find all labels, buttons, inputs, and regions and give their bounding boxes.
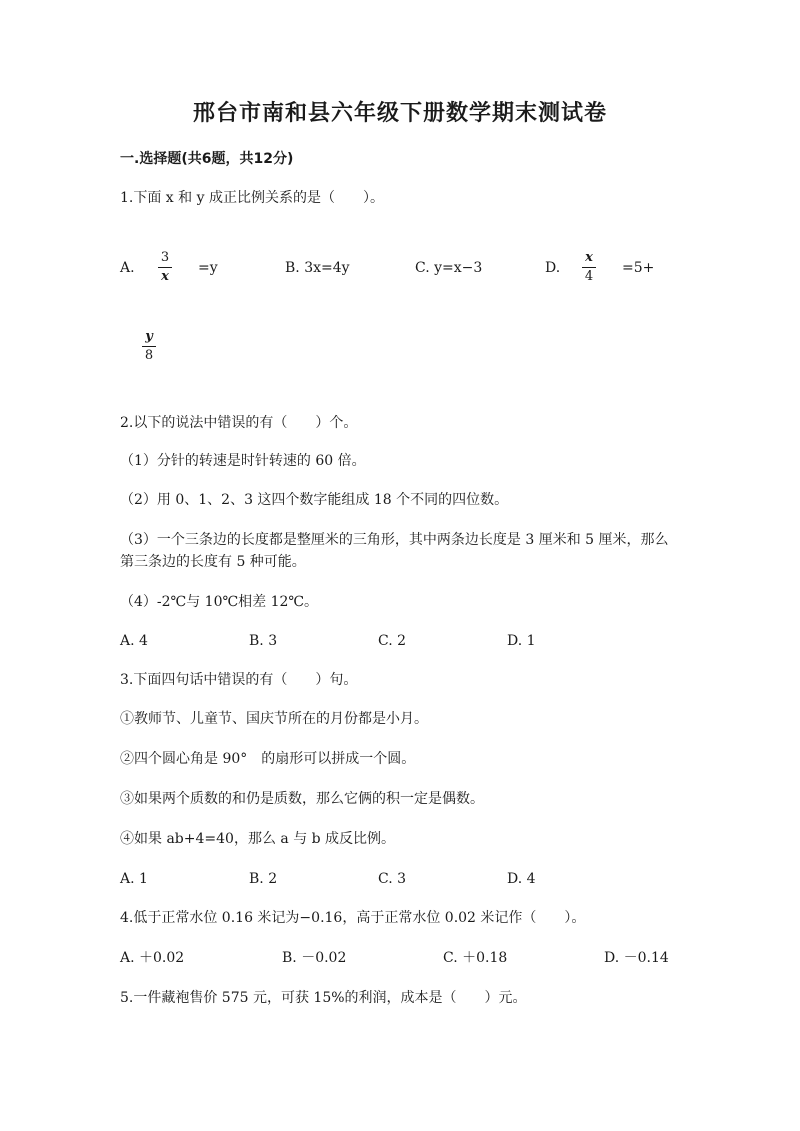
q3-option-b: B. 2: [249, 871, 278, 887]
q1-option-a-rest: =y: [198, 260, 218, 276]
q1-option-d-rest: =5+: [622, 260, 655, 276]
fraction-denominator: 4: [584, 269, 594, 284]
fraction-denominator: x: [161, 269, 169, 284]
q4-option-b: B. －0.02: [282, 950, 347, 966]
q1-option-d-fraction-2: [142, 330, 156, 363]
question-1-stem: 1.下面 x 和 y 成正比例关系的是（ ）。: [120, 190, 384, 206]
q3-option-d: D. 4: [507, 871, 536, 887]
q3-option-c: C. 3: [378, 871, 407, 887]
q2-statement-3: （3）一个三条边的长度都是整厘米的三角形，其中两条边长度是 3 厘米和 5 厘米，那么第三条边的长度有 5 种可能。: [120, 532, 669, 570]
q4-option-a: A. ＋0.02: [120, 950, 185, 966]
question-2-stem: 2.以下的说法中错误的有（ ）个。: [120, 415, 358, 431]
q1-option-b: B. 3x=4y: [285, 260, 350, 276]
q2-statement-2: （2）用 0、1、2、3 这四个数字能组成 18 个不同的四位数。: [120, 492, 509, 508]
fraction-numerator: x: [585, 250, 593, 265]
q3-statement-4: ④如果 ab+4=40，那么 a 与 b 成反比例。: [120, 831, 396, 847]
q1-option-a-label: A.: [120, 260, 135, 276]
q4-option-d: D. －0.14: [604, 950, 669, 966]
question-3-stem: 3.下面四句话中错误的有（ ）句。: [120, 672, 358, 688]
q3-statement-1: ①教师节、儿童节、国庆节所在的月份都是小月。: [120, 711, 428, 727]
section-heading: 一.选择题(共6题，共12分): [120, 151, 294, 167]
page-title: 邢台市南和县六年级下册数学期末测试卷: [192, 101, 607, 126]
q2-option-b: B. 3: [249, 633, 278, 649]
q2-statement-1: （1）分针的转速是时针转速的 60 倍。: [120, 453, 366, 469]
q1-option-d-label: D.: [545, 260, 561, 276]
q1-option-d-fraction: [582, 251, 596, 284]
q2-option-c: C. 2: [378, 633, 407, 649]
q2-option-d: D. 1: [507, 633, 536, 649]
q1-option-a-fraction: [158, 251, 172, 284]
fraction-numerator: y: [145, 329, 153, 344]
fraction-bar: [582, 267, 596, 268]
fraction-bar: [142, 346, 156, 347]
fraction-bar: [158, 267, 172, 268]
q3-statement-3: ③如果两个质数的和仍是质数，那么它俩的积一定是偶数。: [120, 791, 484, 807]
q3-statement-2: ②四个圆心角是 90° 的扇形可以拼成一个圆。: [120, 751, 416, 767]
fraction-denominator: 8: [144, 348, 154, 363]
q1-option-c: C. y=x−3: [415, 260, 483, 276]
q2-statement-4: （4）-2℃与 10℃相差 12℃。: [120, 594, 319, 610]
q3-option-a: A. 1: [120, 871, 148, 887]
fraction-numerator: 3: [160, 250, 170, 265]
question-4-stem: 4.低于正常水位 0.16 米记为−0.16，高于正常水位 0.02 米记作（ ）。: [120, 910, 586, 926]
q4-option-c: C. ＋0.18: [443, 950, 508, 966]
question-5-stem: 5.一件藏袍售价 575 元，可获 15%的利润，成本是（ ）元。: [120, 990, 527, 1006]
q2-option-a: A. 4: [120, 633, 148, 649]
